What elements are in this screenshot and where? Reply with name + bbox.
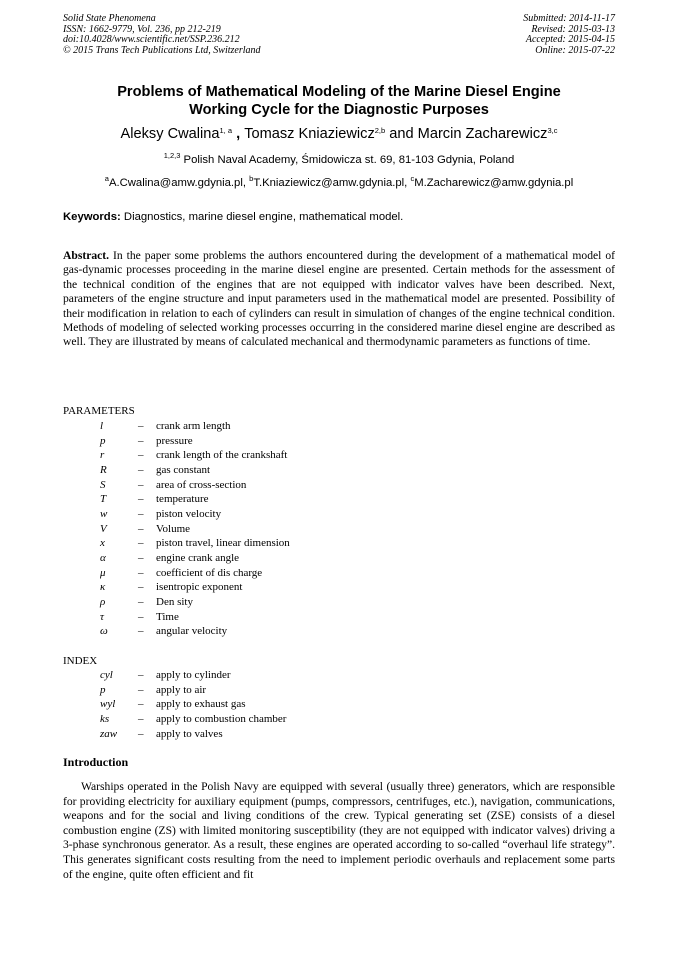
- journal-info: [63, 14, 261, 56]
- keywords-label: Keywords:: [63, 211, 121, 223]
- parameters-row: [63, 508, 463, 523]
- index-dash: –: [138, 698, 144, 711]
- title-line-2: Working Cycle for the Diagnostic Purposes: [189, 102, 489, 118]
- author-separator: ,: [232, 126, 245, 142]
- parameters-heading: PARAMETERS: [63, 405, 135, 417]
- index-row: [63, 698, 463, 713]
- copyright: © 2015 Trans Tech Publications Ltd, Switzerland: [63, 44, 261, 56]
- parameters-description: pressure: [156, 434, 193, 447]
- parameters-row: [63, 435, 463, 450]
- abstract: [63, 249, 615, 350]
- email-3-index: c: [410, 174, 415, 183]
- parameters-dash: –: [138, 478, 144, 491]
- parameters-description: area of cross-section: [156, 478, 247, 491]
- parameters-description: Den sity: [156, 596, 193, 609]
- keywords: [63, 210, 615, 224]
- parameters-description: Time: [156, 610, 179, 623]
- journal-name: Solid State Phenomena: [63, 13, 156, 24]
- parameters-dash: –: [138, 552, 144, 565]
- parameters-symbol: w: [100, 508, 108, 521]
- parameters-symbol: ρ: [100, 596, 106, 609]
- email-3[interactable]: M.Zacharewicz@amw.gdynia.pl: [414, 177, 574, 189]
- parameters-symbol: ω: [100, 625, 108, 638]
- parameters-row: [63, 420, 463, 435]
- index-list: [63, 669, 463, 742]
- author-3: Marcin Zacharewicz: [417, 126, 548, 142]
- index-row: [63, 669, 463, 684]
- index-description: apply to combustion chamber: [156, 713, 287, 726]
- parameters-dash: –: [138, 522, 144, 535]
- index-symbol: wyl: [100, 698, 116, 711]
- author-list: [63, 125, 615, 143]
- parameters-symbol: x: [100, 537, 105, 550]
- author-separator-and: and: [385, 126, 418, 142]
- abstract-text: In the paper some problems the authors encountered during the development of a mathematical model of gas-dynamic processes proceeding in the marine diesel engine are presented. Certain methods for the assessment of the technical condition of the engines that are not equipped with indicator valves have been described. Next, parameters of the engine structure and input parameters used in the mathematical model are presented. Possibility of their modification in relation to each of cylinders can result in simulation of changes of the engine technical condition. Methods of modeling of selected working processes occurring in the considered marine diesel engine are described as well. They are illustrated by means of calculated mechanical and thermodynamic parameters as functions of time.: [63, 249, 615, 349]
- parameters-row: [63, 625, 463, 640]
- index-description: apply to cylinder: [156, 669, 231, 681]
- email-2[interactable]: T.Kniaziewicz@amw.gdynia.pl,: [253, 177, 411, 189]
- author-1: Aleksy Cwalina: [120, 126, 220, 142]
- affiliation-index: 1,2,3: [163, 151, 181, 160]
- submitted-date: Submitted: 2014-11-17: [523, 13, 615, 24]
- affiliation-text: Polish Naval Academy, Śmidowicza st. 69, 81-103 Gdynia, Poland: [180, 154, 515, 166]
- parameters-row: [63, 611, 463, 626]
- parameters-row: [63, 464, 463, 479]
- index-row: [63, 713, 463, 728]
- parameters-symbol: V: [100, 522, 107, 535]
- parameters-dash: –: [138, 420, 144, 432]
- parameters-dash: –: [138, 537, 144, 550]
- parameters-list: [63, 420, 463, 640]
- parameters-symbol: α: [100, 552, 106, 565]
- title-line-1: Problems of Mathematical Modeling of the Marine Diesel Engine: [117, 84, 561, 100]
- parameters-description: Volume: [156, 522, 191, 535]
- introduction-text: Warships operated in the Polish Navy are equipped with several (usually three) generators, which are responsible for providing electricity for auxiliary equipment (pumps, compressors, centrifuges, etc.), navigation, communications, weapons and for the social and living conditions of the crew. Typical generating set (ZSE) consists of a diesel combustion engine (ZS) with limited monitoring susceptibility (they are not equipped with indicator valves) driving a 3-phase synchronous generator. As a result, these engines are operated according to so-called “overhaul life strategy”. This generates significant costs resulting from the need to implement periodic overhauls and replacement some parts of the engine, quite often efficient and fit: [63, 780, 615, 881]
- parameters-symbol: p: [100, 434, 106, 447]
- parameters-dash: –: [138, 610, 144, 623]
- parameters-dash: –: [138, 449, 144, 462]
- parameters-description: engine crank angle: [156, 552, 240, 565]
- parameters-description: piston velocity: [156, 508, 222, 521]
- index-row: [63, 728, 463, 743]
- index-description: apply to valves: [156, 727, 223, 740]
- parameters-row: [63, 552, 463, 567]
- index-symbol: ks: [100, 713, 110, 726]
- parameters-description: piston travel, linear dimension: [156, 537, 290, 550]
- parameters-row: [63, 596, 463, 611]
- index-dash: –: [138, 713, 144, 726]
- parameters-row: [63, 493, 463, 508]
- parameters-dash: –: [138, 566, 144, 579]
- parameters-row: [63, 523, 463, 538]
- author-2-affil: 2,b: [374, 126, 386, 135]
- parameters-dash: –: [138, 434, 144, 447]
- author-emails: [63, 176, 615, 190]
- parameters-symbol: S: [100, 478, 106, 491]
- parameters-row: [63, 581, 463, 596]
- paper-title: [63, 83, 615, 119]
- index-symbol: zaw: [100, 727, 118, 740]
- author-1-affil: 1, a: [219, 126, 233, 135]
- index-heading: INDEX: [63, 655, 98, 667]
- abstract-label: Abstract.: [63, 249, 110, 262]
- parameters-description: coefficient of dis charge: [156, 566, 263, 579]
- keywords-text: Diagnostics, marine diesel engine, mathematical model.: [120, 211, 404, 223]
- parameters-description: gas constant: [156, 464, 211, 477]
- parameters-row: [63, 449, 463, 464]
- issn: ISSN: 1662-9779, Vol. 236, pp 212-219: [63, 23, 221, 35]
- author-3-affil: 3,c: [547, 126, 558, 135]
- index-row: [63, 684, 463, 699]
- parameters-symbol: r: [100, 449, 105, 462]
- introduction-heading: Introduction: [63, 755, 129, 769]
- index-symbol: p: [100, 683, 106, 696]
- parameters-symbol: R: [100, 464, 107, 477]
- parameters-row: [63, 537, 463, 552]
- email-2-index: b: [249, 174, 254, 183]
- parameters-description: crank arm length: [156, 420, 231, 432]
- parameters-symbol: τ: [100, 610, 104, 623]
- parameters-dash: –: [138, 625, 144, 638]
- author-2: Tomasz Kniaziewicz: [244, 126, 375, 142]
- email-1[interactable]: A.Cwalina@amw.gdynia.pl,: [108, 177, 250, 189]
- accepted-date: Accepted: 2015-04-15: [525, 34, 615, 46]
- parameters-dash: –: [138, 493, 144, 506]
- parameters-symbol: μ: [100, 566, 106, 579]
- index-description: apply to air: [156, 683, 207, 696]
- parameters-dash: –: [138, 464, 144, 477]
- revised-date: Revised: 2015-03-13: [531, 23, 615, 35]
- index-dash: –: [138, 669, 144, 681]
- index-dash: –: [138, 727, 144, 740]
- parameters-dash: –: [138, 596, 144, 609]
- publication-dates: [523, 14, 615, 56]
- doi: doi:10.4028/www.scientific.net/SSP.236.212: [63, 34, 240, 46]
- parameters-dash: –: [138, 581, 144, 594]
- index-description: apply to exhaust gas: [156, 698, 246, 711]
- index-dash: –: [138, 683, 144, 696]
- index-symbol: cyl: [100, 669, 113, 681]
- parameters-symbol: l: [100, 420, 104, 432]
- parameters-description: temperature: [156, 493, 209, 506]
- parameters-description: isentropic exponent: [156, 581, 243, 594]
- parameters-row: [63, 479, 463, 494]
- affiliation: [63, 153, 615, 167]
- parameters-symbol: T: [100, 493, 107, 506]
- parameters-row: [63, 567, 463, 582]
- parameters-dash: –: [138, 508, 144, 521]
- email-1-index: a: [104, 174, 109, 183]
- online-date: Online: 2015-07-22: [535, 44, 615, 56]
- parameters-description: crank length of the crankshaft: [156, 449, 288, 462]
- parameters-description: angular velocity: [156, 625, 228, 638]
- parameters-symbol: κ: [100, 581, 106, 594]
